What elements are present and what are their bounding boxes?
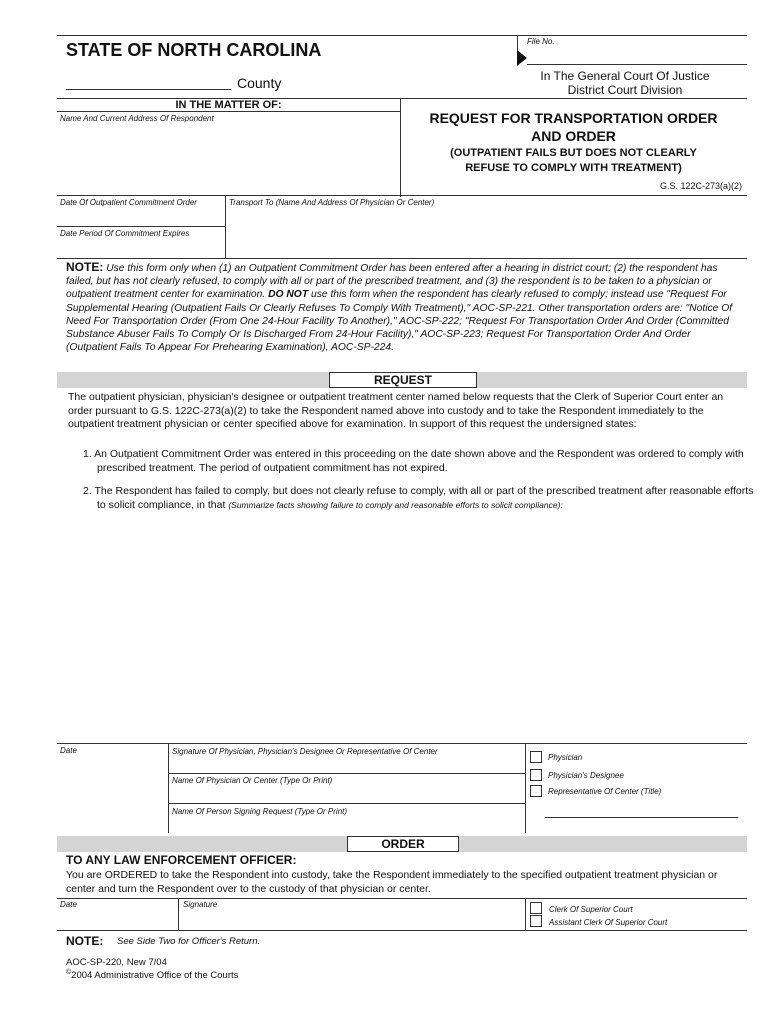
file-no-field[interactable]	[534, 43, 744, 63]
county-label: County	[237, 75, 282, 91]
period-expires-label: Date Period Of Commitment Expires	[60, 229, 190, 238]
court-line2: District Court Division	[567, 83, 683, 97]
file-no-label: File No.	[527, 37, 555, 46]
order-date-field[interactable]	[60, 911, 174, 928]
form-subtitle-line2: REFUSE TO COMPLY WITH TREATMENT)	[465, 162, 682, 174]
physician-name-field[interactable]	[172, 787, 520, 802]
signature-top-border	[57, 743, 747, 744]
physician-checkbox-label: Physician	[548, 753, 583, 762]
county-line	[66, 89, 231, 90]
name-line	[168, 803, 525, 804]
fields-divider	[225, 195, 226, 258]
date-divider	[168, 743, 169, 833]
arrow-marker-icon	[517, 50, 527, 66]
assistant-clerk-checkbox[interactable]	[530, 915, 542, 927]
representative-checkbox[interactable]	[530, 785, 542, 797]
note-text-b: use this form when the respondent has clearly refused to comply; instead use "Request For Supplemental Hearing (Outpatient Fails Or Clearly Refuses To Comply With Treatment)," AOC-SP-221. Other transportation orders are: "Notice Of Need For Transportation Order (From One 24-Hour Facility To Another)," AOC-SP-222; "Request For Transportation Order And Order (Committed Substance Abuser Fails To Comply Or Is Discharged From 24-Hour Facility)," AOC-SP-223; Request For Transportation Order And Order (Outpatient Fails To Appear For Prehearing Examination), AOC-SP-224.	[66, 289, 733, 354]
designee-checkbox-label: Physician's Designee	[548, 771, 624, 780]
commitment-date-field[interactable]	[60, 209, 220, 225]
order-addressee: TO ANY LAW ENFORCEMENT OFFICER:	[66, 853, 297, 867]
physician-signature-label: Signature Of Physician, Physician's Designee Or Representative Of Center	[172, 747, 438, 756]
order-signature-label: Signature	[183, 900, 218, 909]
form-title-line1: REQUEST FOR TRANSPORTATION ORDER	[429, 110, 718, 126]
signature-divider	[525, 743, 526, 833]
request-date-field[interactable]	[60, 757, 164, 827]
statute-citation: G.S. 122C-273(a)(2)	[659, 181, 742, 191]
footer-note-label: NOTE:	[66, 934, 104, 948]
file-no-line	[527, 64, 747, 65]
order-text: You are ORDERED to take the Respondent into custody, take the Respondent immediately to the specified outpatient treatment physician or center and turn the Respondent over to the custody of that physician or center.	[66, 869, 718, 895]
fields-mid-line	[57, 226, 225, 227]
noncompliance-facts-field[interactable]	[97, 513, 742, 738]
order-signature-divider	[525, 898, 526, 930]
representative-checkbox-label: Representative Of Center (Title)	[548, 787, 662, 796]
designee-checkbox[interactable]	[530, 769, 542, 781]
state-title: STATE OF NORTH CAROLINA	[66, 40, 322, 60]
copyright-text: 2004 Administrative Office of the Courts	[71, 970, 239, 982]
request-item2	[83, 485, 757, 512]
commitment-date-label: Date Of Outpatient Commitment Order	[60, 198, 197, 207]
usage-note	[66, 261, 744, 354]
request-date-label: Date	[60, 746, 77, 755]
order-date-divider	[178, 898, 179, 930]
clerk-checkbox-label: Clerk Of Superior Court	[549, 905, 633, 914]
matter-heading: IN THE MATTER OF:	[175, 99, 282, 111]
title-line	[545, 817, 738, 818]
representative-title-field[interactable]	[545, 802, 738, 816]
fields-bottom-border	[57, 258, 747, 259]
matter-underline	[57, 111, 400, 112]
order-signature-bottom	[57, 930, 747, 931]
note-text-a: Use this form only when (1) an Outpatient Commitment Order has been entered after a hearing in district court; (2) the respondent has failed, but has not clearly refused, to comply with all or part of the prescribed treatment, and (3) the respondent is to be taken to a physician or outpatient treatment center for examination.	[66, 263, 718, 301]
signer-name-field[interactable]	[172, 818, 520, 832]
copyright-symbol: ©	[66, 969, 72, 976]
respondent-label: Name And Current Address Of Respondent	[60, 114, 214, 123]
assistant-clerk-checkbox-label: Assistant Clerk Of Superior Court	[549, 918, 668, 927]
footer-note-text: See Side Two for Officer's Return.	[117, 936, 261, 947]
top-border	[57, 35, 747, 36]
request-item1: 1. An Outpatient Commitment Order was entered in this proceeding on the date shown above and the Respondent was ordered to comply with prescribed treatment. The period of outpatient commitment has not expired.	[83, 448, 744, 474]
physician-checkbox[interactable]	[530, 751, 542, 763]
physician-signature-field[interactable]	[172, 758, 520, 772]
request-intro: The outpatient physician, physician's designee or outpatient treatment center named below requests that the Clerk of Superior Court enter an order pursuant to G.S. 122C-273(a)(2) to take the Respondent named above into custody and to take the Respondent immediately to the outpatient treatment physician or center specified above for examination. In support of this request the undersigned states:	[68, 391, 724, 430]
fields-top-border	[57, 195, 747, 196]
copyright	[66, 969, 238, 981]
physician-name-label: Name Of Physician Or Center (Type Or Print)	[172, 776, 333, 785]
order-signature-top	[57, 898, 747, 899]
court-line1: In The General Court Of Justice	[540, 69, 710, 83]
form-title-line2: AND ORDER	[531, 128, 616, 144]
signature-line	[168, 773, 525, 774]
signer-name-label: Name Of Person Signing Request (Type Or Print)	[172, 807, 348, 816]
note-label: NOTE:	[66, 260, 104, 274]
county-field[interactable]	[66, 72, 231, 89]
form-number: AOC-SP-220, New 7/04	[66, 957, 167, 968]
form-subtitle-line1: (OUTPATIENT FAILS BUT DOES NOT CLEARLY	[450, 147, 697, 159]
request-heading: REQUEST	[329, 372, 477, 388]
transport-to-label: Transport To (Name And Address Of Physician Or Center)	[229, 198, 435, 207]
order-date-label: Date	[60, 900, 77, 909]
period-expires-field[interactable]	[60, 240, 220, 256]
request-item2-text: 2. The Respondent has failed to comply, but does not clearly refuse to comply, with all or part of the prescribed treatment after reasonable efforts to solicit compliance, in that	[83, 485, 754, 511]
order-heading: ORDER	[347, 836, 459, 852]
request-item2-hint: (Summarize facts showing failure to comply and reasonable efforts to solicit compliance):	[228, 499, 563, 510]
respondent-field[interactable]	[60, 126, 396, 192]
clerk-checkbox[interactable]	[530, 902, 542, 914]
transport-to-field[interactable]	[229, 209, 739, 255]
order-signature-field[interactable]	[183, 911, 521, 928]
note-do-not: DO NOT	[268, 289, 309, 301]
